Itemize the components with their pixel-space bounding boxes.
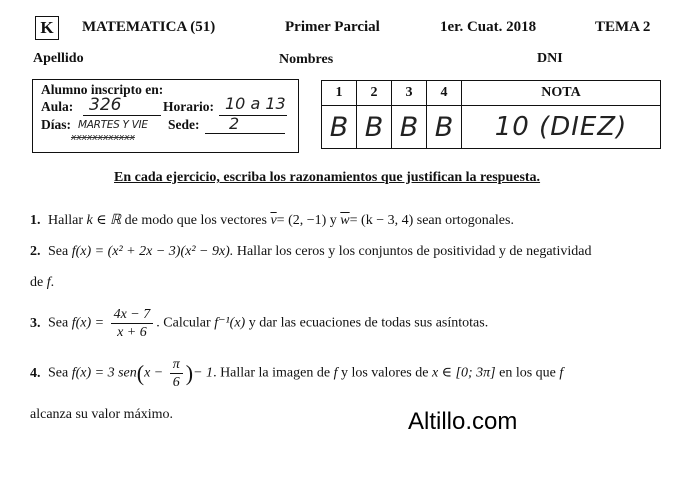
exercise-2-continued: [30, 275, 54, 291]
grade-header-4: 4: [427, 81, 462, 106]
fraction-denominator: x + 6: [117, 325, 147, 340]
exercise-3: [30, 306, 488, 341]
exercise-text: Sea: [48, 315, 69, 331]
tema-label: TEMA 2: [595, 19, 651, 35]
exercise-1: [30, 212, 514, 229]
exercise-text: Sea: [48, 365, 69, 381]
math-expression: = (2, −1) y: [276, 213, 337, 228]
student-info-box: [32, 79, 299, 153]
fraction-numerator: 4x − 7: [111, 306, 154, 324]
grade-table: [321, 80, 661, 149]
exercise-text: en los que: [499, 365, 556, 381]
exercise-2: [30, 244, 591, 260]
fraction: [111, 306, 154, 341]
grade-value-3: B: [392, 106, 427, 149]
sede-underline: [205, 133, 285, 134]
math-expression: x ∈ [0; 3π]: [431, 365, 496, 381]
grade-header-row: [322, 81, 661, 106]
aula-label: Aula:: [41, 99, 74, 114]
nombres-label: Nombres: [279, 52, 334, 67]
math-expression: f(x) = (x² + 2x − 3)(x² − 9x).: [71, 244, 234, 259]
exam-title: Primer Parcial: [285, 19, 380, 35]
exercise-4-continued: [30, 407, 173, 423]
grade-value-row: [322, 106, 661, 149]
course-title: MATEMATICA (51): [82, 19, 216, 35]
watermark-text: Altillo.com: [408, 408, 518, 435]
exercise-text: y los valores de: [340, 365, 429, 381]
tema-letter-box: K: [35, 16, 59, 40]
fraction-numerator: π: [170, 356, 183, 374]
exercise-text: Hallar: [48, 213, 83, 228]
math-expression: f(x) = 3 sen: [71, 365, 137, 381]
math-expression: f: [333, 365, 338, 381]
horario-label: Horario:: [163, 99, 214, 114]
math-expression: x −: [144, 365, 164, 381]
exercise-number: 3.: [30, 315, 41, 331]
grade-header-1: 1: [322, 81, 357, 106]
math-expression: − 1: [193, 365, 214, 381]
vector-v: $\overline{v}$: [270, 213, 277, 228]
student-box-heading: Alumno inscripto en:: [41, 82, 164, 97]
aula-underline: [83, 115, 161, 116]
exercise-number: 2.: [30, 244, 41, 259]
instruction-text: En cada ejercicio, escriba los razonamientos que justifican la respuesta.: [114, 170, 541, 185]
aula-value: 326: [89, 95, 122, 115]
apellido-label: Apellido: [33, 51, 84, 66]
horario-value: 10 a 13: [225, 94, 286, 113]
exercise-text: Hallar los ceros y los conjuntos de positividad y de negatividad: [236, 244, 592, 259]
vector-w: $\overline{w}$: [340, 213, 350, 228]
fraction-denominator: 6: [172, 375, 180, 390]
exercise-text: . Calcular: [156, 315, 211, 331]
exercise-text: .: [50, 275, 55, 290]
grade-value-1: B: [322, 106, 357, 149]
exercise-text: de: [30, 275, 44, 290]
grade-value-4: B: [427, 106, 462, 149]
math-expression: f(x) =: [71, 315, 105, 331]
term-label: 1er. Cuat. 2018: [440, 19, 537, 35]
exercise-text: . Hallar la imagen de: [213, 365, 331, 381]
sede-value: 2: [229, 114, 240, 133]
math-expression: f: [46, 275, 51, 290]
math-expression: f: [559, 365, 564, 381]
dias-label: Días:: [41, 117, 71, 132]
exercise-text: Sea: [48, 244, 69, 259]
grade-header-2: 2: [357, 81, 392, 106]
exercise-number: 1.: [30, 213, 41, 228]
dni-label: DNI: [537, 51, 563, 66]
exercise-number: 4.: [30, 365, 41, 381]
grade-header-3: 3: [392, 81, 427, 106]
exercise-text: sean ortogonales.: [416, 213, 514, 228]
math-expression: = (k − 3, 4): [349, 213, 414, 228]
exercise-4: [30, 356, 563, 391]
math-expression: k ∈ ℝ: [86, 213, 122, 228]
right-paren: ): [185, 360, 194, 386]
nota-value: 10 (DIEZ): [462, 106, 661, 149]
exercise-text: de modo que los vectores: [124, 213, 267, 228]
sede-label: Sede:: [168, 117, 200, 132]
dias-struck-text: xxxxxxxxxxxx: [71, 133, 135, 143]
grade-value-2: B: [357, 106, 392, 149]
exercise-text: y dar las ecuaciones de todas sus asíntotas.: [248, 315, 489, 331]
dias-value: MARTES Y VIE: [78, 119, 148, 131]
nota-header: NOTA: [462, 81, 661, 106]
fraction: [170, 356, 183, 391]
exercise-text: alcanza su valor máximo.: [30, 407, 174, 422]
math-expression: f⁻¹(x): [214, 315, 246, 331]
left-paren: (: [136, 360, 145, 386]
